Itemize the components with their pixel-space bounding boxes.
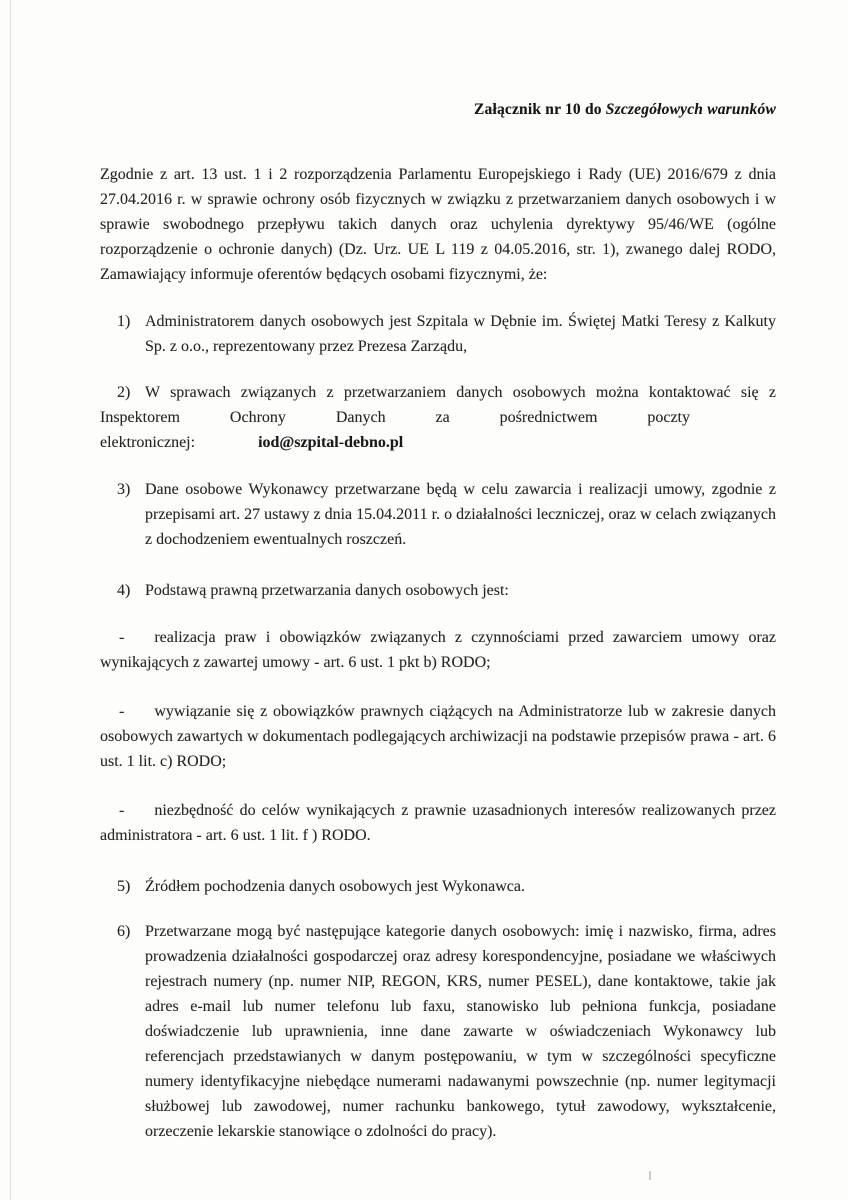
dash-item-1-marker: - <box>119 629 125 646</box>
dash-item-2-marker: - <box>119 703 125 720</box>
list-item-2-number: 2) <box>117 384 131 401</box>
list-item-5-number: 5) <box>117 878 131 895</box>
dash-item-3 <box>100 798 776 848</box>
email-text: iod@szpital-debno.pl <box>258 434 404 451</box>
list-item-2-line1 <box>100 380 776 405</box>
list-item-3-number: 3) <box>117 481 131 498</box>
attachment-caption-italic: Szczegółowych warunków <box>605 101 776 118</box>
dash-item-2-text: wywiązanie się z obowiązków prawnych ciążących na Administratorze lub w zakresie danych osobowych zawartych w dokumentach podlegających archiwizacji na podstawie przepisów prawa - art. 6 ust. 1 lit. c) RODO; <box>100 703 776 770</box>
list-item-2-line3 <box>100 430 776 455</box>
attachment-caption-bold: Załącznik nr 10 do <box>473 101 606 118</box>
intro-paragraph: Zgodnie z art. 13 ust. 1 i 2 rozporządzenia Parlamentu Europejskiego i Rady (UE) 2016/679 z dnia 27.04.2016 r. w sprawie ochrony osób fizycznych w związku z przetwarzaniem danych osobowych i w sprawie swobodnego przepływu takich danych oraz uchylenia dyrektywy 95/46/WE (ogólne rozporządzenie o ochronie danych) (Dz. Urz. UE L 119 z 04.05.2016, str. 1), zwanego dalej RODO, Zamawiający informuje oferentów będących osobami fizycznymi, że: <box>100 166 776 283</box>
email-label: elektronicznej: <box>100 434 196 451</box>
list-item-2 <box>100 380 776 455</box>
list-item-6 <box>100 919 776 1144</box>
list-item-6-text: Przetwarzane mogą być następujące kategorie danych osobowych: imię i nazwisko, firma, adres prowadzenia działalności gospodarczej oraz adresy korespondencyjne, posiadane we właściwych rejestrach numery (np. numer NIP, REGON, KRS, numer PESEL), dane kontaktowe, takie jak adres e-mail lub numer telefonu lub faxu, stanowisko lub pełniona funkcja, posiadane doświadczenie lub uprawnienia, inne dane zawarte w oświadczeniach Wykonawcy lub referencjach przedstawianych w danym postępowaniu, w tym w szczególności specyficzne numery identyfikacyjne niebędące numerami nadawanymi powszechnie (np. numer legitymacji służbowej lub zawodowej, numer rachunku bankowego, tytuł zawodowy, wykształcenie, orzeczenie lekarskie stanowiące o zdolności do pracy). <box>145 923 776 1140</box>
attachment-caption <box>100 97 776 122</box>
list-item-1-number: 1) <box>117 313 131 330</box>
list-item-3-text: Dane osobowe Wykonawcy przetwarzane będą w celu zawarcia i realizacji umowy, zgodnie z przepisami art. 27 ustawy z dnia 15.04.2011 r. o działalności leczniczej, oraz w celach związanych z dochodzeniem ewentualnych roszczeń. <box>145 481 776 548</box>
document-content <box>100 0 776 1144</box>
list-item-4-text: Podstawą prawną przetwarzania danych osobowych jest: <box>145 582 509 599</box>
list-item-5-text: Źródłem pochodzenia danych osobowych jest Wykonawca. <box>145 878 525 895</box>
scan-edge-line <box>10 0 11 1200</box>
list-item-6-number: 6) <box>117 923 131 940</box>
dash-item-2 <box>100 699 776 774</box>
list-item-1-text: Administratorem danych osobowych jest Szpitala w Dębnie im. Świętej Matki Teresy z Kalkuty Sp. z o.o., reprezentowany przez Prezesa Zarządu, <box>145 313 776 355</box>
list-item-5 <box>100 874 776 899</box>
dash-item-1-text: realizacja praw i obowiązków związanych z czynnościami przed zawarciem umowy oraz wynikających z zawartej umowy - art. 6 ust. 1 pkt b) RODO; <box>100 629 776 671</box>
list-item-3 <box>100 477 776 552</box>
list-item-1 <box>100 309 776 359</box>
dash-item-1 <box>100 625 776 675</box>
scan-artifact-mark <box>649 1171 651 1180</box>
dash-item-3-marker: - <box>119 802 125 819</box>
list-item-4-number: 4) <box>117 582 131 599</box>
list-item-2-line1-text: W sprawach związanych z przetwarzaniem danych osobowych można kontaktować się z <box>145 384 776 401</box>
list-item-2-line2: Inspektorem Ochrony Danych za pośrednictwem poczty <box>100 409 690 426</box>
dash-item-3-text: niezbędność do celów wynikających z prawnie uzasadnionych interesów realizowanych przez administratora - art. 6 ust. 1 lit. f ) RODO. <box>100 802 776 844</box>
list-item-4 <box>100 578 776 603</box>
